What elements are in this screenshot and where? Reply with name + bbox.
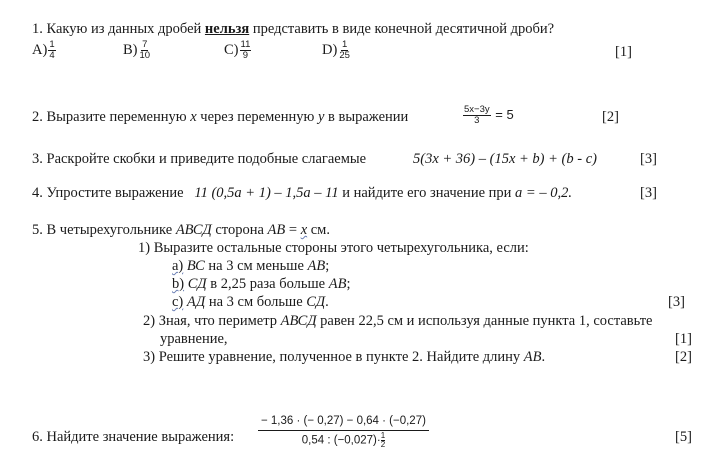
q2-fraction (463, 105, 491, 126)
q5-var-x: x (300, 222, 308, 238)
q2-var-y: y (317, 109, 325, 125)
q5-item-c (172, 293, 329, 311)
q5-text: 5. В четырехугольнике (32, 222, 176, 238)
option-d-label: D) (322, 41, 338, 58)
question-3-text: 3. Раскройте скобки и приведите подобные слагаемые (32, 151, 367, 167)
item-c-text: на 3 см больше (205, 294, 307, 310)
option-c-label: C) (224, 41, 239, 58)
option-c (224, 40, 252, 61)
fraction-denominator: 25 (339, 50, 350, 61)
q2-text: 2. Выразите переменную (32, 109, 191, 125)
q5-equals: = (285, 222, 301, 238)
item-a-end: ; (325, 258, 330, 274)
item-c-side: АД (186, 294, 206, 310)
item-c-end: . (325, 294, 329, 310)
option-b-label: B) (123, 41, 138, 58)
fraction-denominator: 2 (380, 440, 386, 449)
item-a-ref: АВ (307, 258, 326, 274)
q6-expression (258, 413, 429, 449)
q4-mid: и найдите его значение при (338, 185, 516, 201)
item-b-text: в 2,25 раза больше (206, 276, 329, 292)
q5-item-b (172, 275, 350, 293)
q5-side-ab: АВ (267, 222, 286, 238)
fraction-numerator: 5x−3y (464, 104, 490, 116)
q6-half-fraction (381, 432, 385, 449)
item-c-label: c) (172, 294, 184, 310)
option-b-fraction (139, 40, 152, 61)
item-a-label: a) (172, 258, 184, 274)
q3-expression: 5(3x + 36) – (15x + b) + (b - c) (413, 151, 597, 167)
q5-unit: см. (307, 222, 330, 238)
option-a-fraction (48, 40, 55, 61)
fraction-numerator: 1 (49, 39, 55, 50)
q5-part-3 (143, 348, 545, 366)
part-3-side: АВ (523, 349, 542, 365)
part-3-end: . (541, 349, 546, 365)
q5-part-2 (143, 312, 652, 330)
option-c-fraction (240, 40, 252, 61)
q2-expression (462, 100, 514, 130)
q6-score: [5] (675, 429, 692, 445)
question-1-text (32, 20, 554, 38)
q2-equals: = 5 (495, 107, 514, 122)
item-c-ref: СД (306, 294, 326, 310)
q5-part-2-line-2: уравнение, (160, 331, 228, 347)
option-b (123, 40, 152, 61)
part-2-text: 2) Зная, что периметр (143, 313, 281, 329)
q2-score: [2] (602, 109, 619, 125)
question-6-text: 6. Найдите значение выражения: (32, 429, 235, 445)
fraction-denominator: 3 (474, 115, 480, 127)
q4-value: a = – 0,2. (515, 185, 572, 201)
option-d (322, 40, 352, 61)
question-2-text (32, 108, 408, 126)
option-a (32, 40, 57, 61)
q1-text-start: 1. Какую из данных дробей (32, 21, 205, 37)
item-a-text: на 3 см меньше (204, 258, 308, 274)
q5-text-mid: сторона (211, 222, 268, 238)
part-2-text-end: равен 22,5 см и используя данные пункта 1, составьте (316, 313, 653, 329)
question-5-text (32, 221, 330, 239)
q2-mid: через переменную (196, 109, 318, 125)
q5-item-a (172, 257, 329, 275)
q3-score: [3] (640, 151, 657, 167)
fraction-numerator: 1 (341, 39, 348, 50)
q4-score: [3] (640, 185, 657, 201)
q6-denominator-text: 0,54 : (−0,027)· (301, 434, 381, 447)
item-b-side: СД (187, 276, 207, 292)
option-a-label: A) (32, 41, 48, 58)
part-2-quad: АВСД (280, 313, 317, 329)
q6-fraction (258, 413, 429, 449)
fraction-denominator: 10 (139, 50, 151, 61)
part-3-text: 3) Решите уравнение, полученное в пункте 2. Найдите длину (143, 349, 524, 365)
option-d-fraction (338, 40, 351, 61)
q5-part-1: 1) Выразите остальные стороны этого четырехугольника, если: (138, 240, 529, 256)
q5-quad: АВСД (175, 222, 212, 238)
q1-text-end: представить в виде конечной десятичной дроби? (249, 21, 555, 37)
fraction-denominator: 4 (49, 50, 55, 61)
item-b-end: ; (346, 276, 351, 292)
q4-text: 4. Упростите выражение (32, 185, 184, 201)
q2-var-x: x (190, 109, 197, 125)
fraction-numerator: 1 (380, 431, 386, 440)
question-4-text (32, 184, 572, 202)
item-a-side: ВС (186, 258, 205, 274)
q5-score-3: [2] (675, 349, 692, 365)
fraction-numerator: 11 (240, 39, 251, 50)
q6-numerator: − 1,36 · (− 0,27) − 0,64 · (−0,27) (258, 413, 429, 431)
q5-score-1: [3] (668, 294, 685, 310)
q1-score: [1] (615, 44, 632, 60)
fraction-denominator: 9 (242, 50, 249, 61)
item-b-ref: АВ (328, 276, 347, 292)
fraction-numerator: 7 (142, 39, 148, 50)
q1-emphasis: нельзя (204, 21, 250, 37)
q5-score-2: [1] (675, 331, 692, 347)
q6-denominator (299, 431, 388, 449)
q4-expression: 11 (0,5a + 1) – 1,5a – 11 (194, 185, 339, 201)
item-b-label: b) (172, 276, 185, 292)
q2-tail: в выражении (324, 109, 409, 125)
